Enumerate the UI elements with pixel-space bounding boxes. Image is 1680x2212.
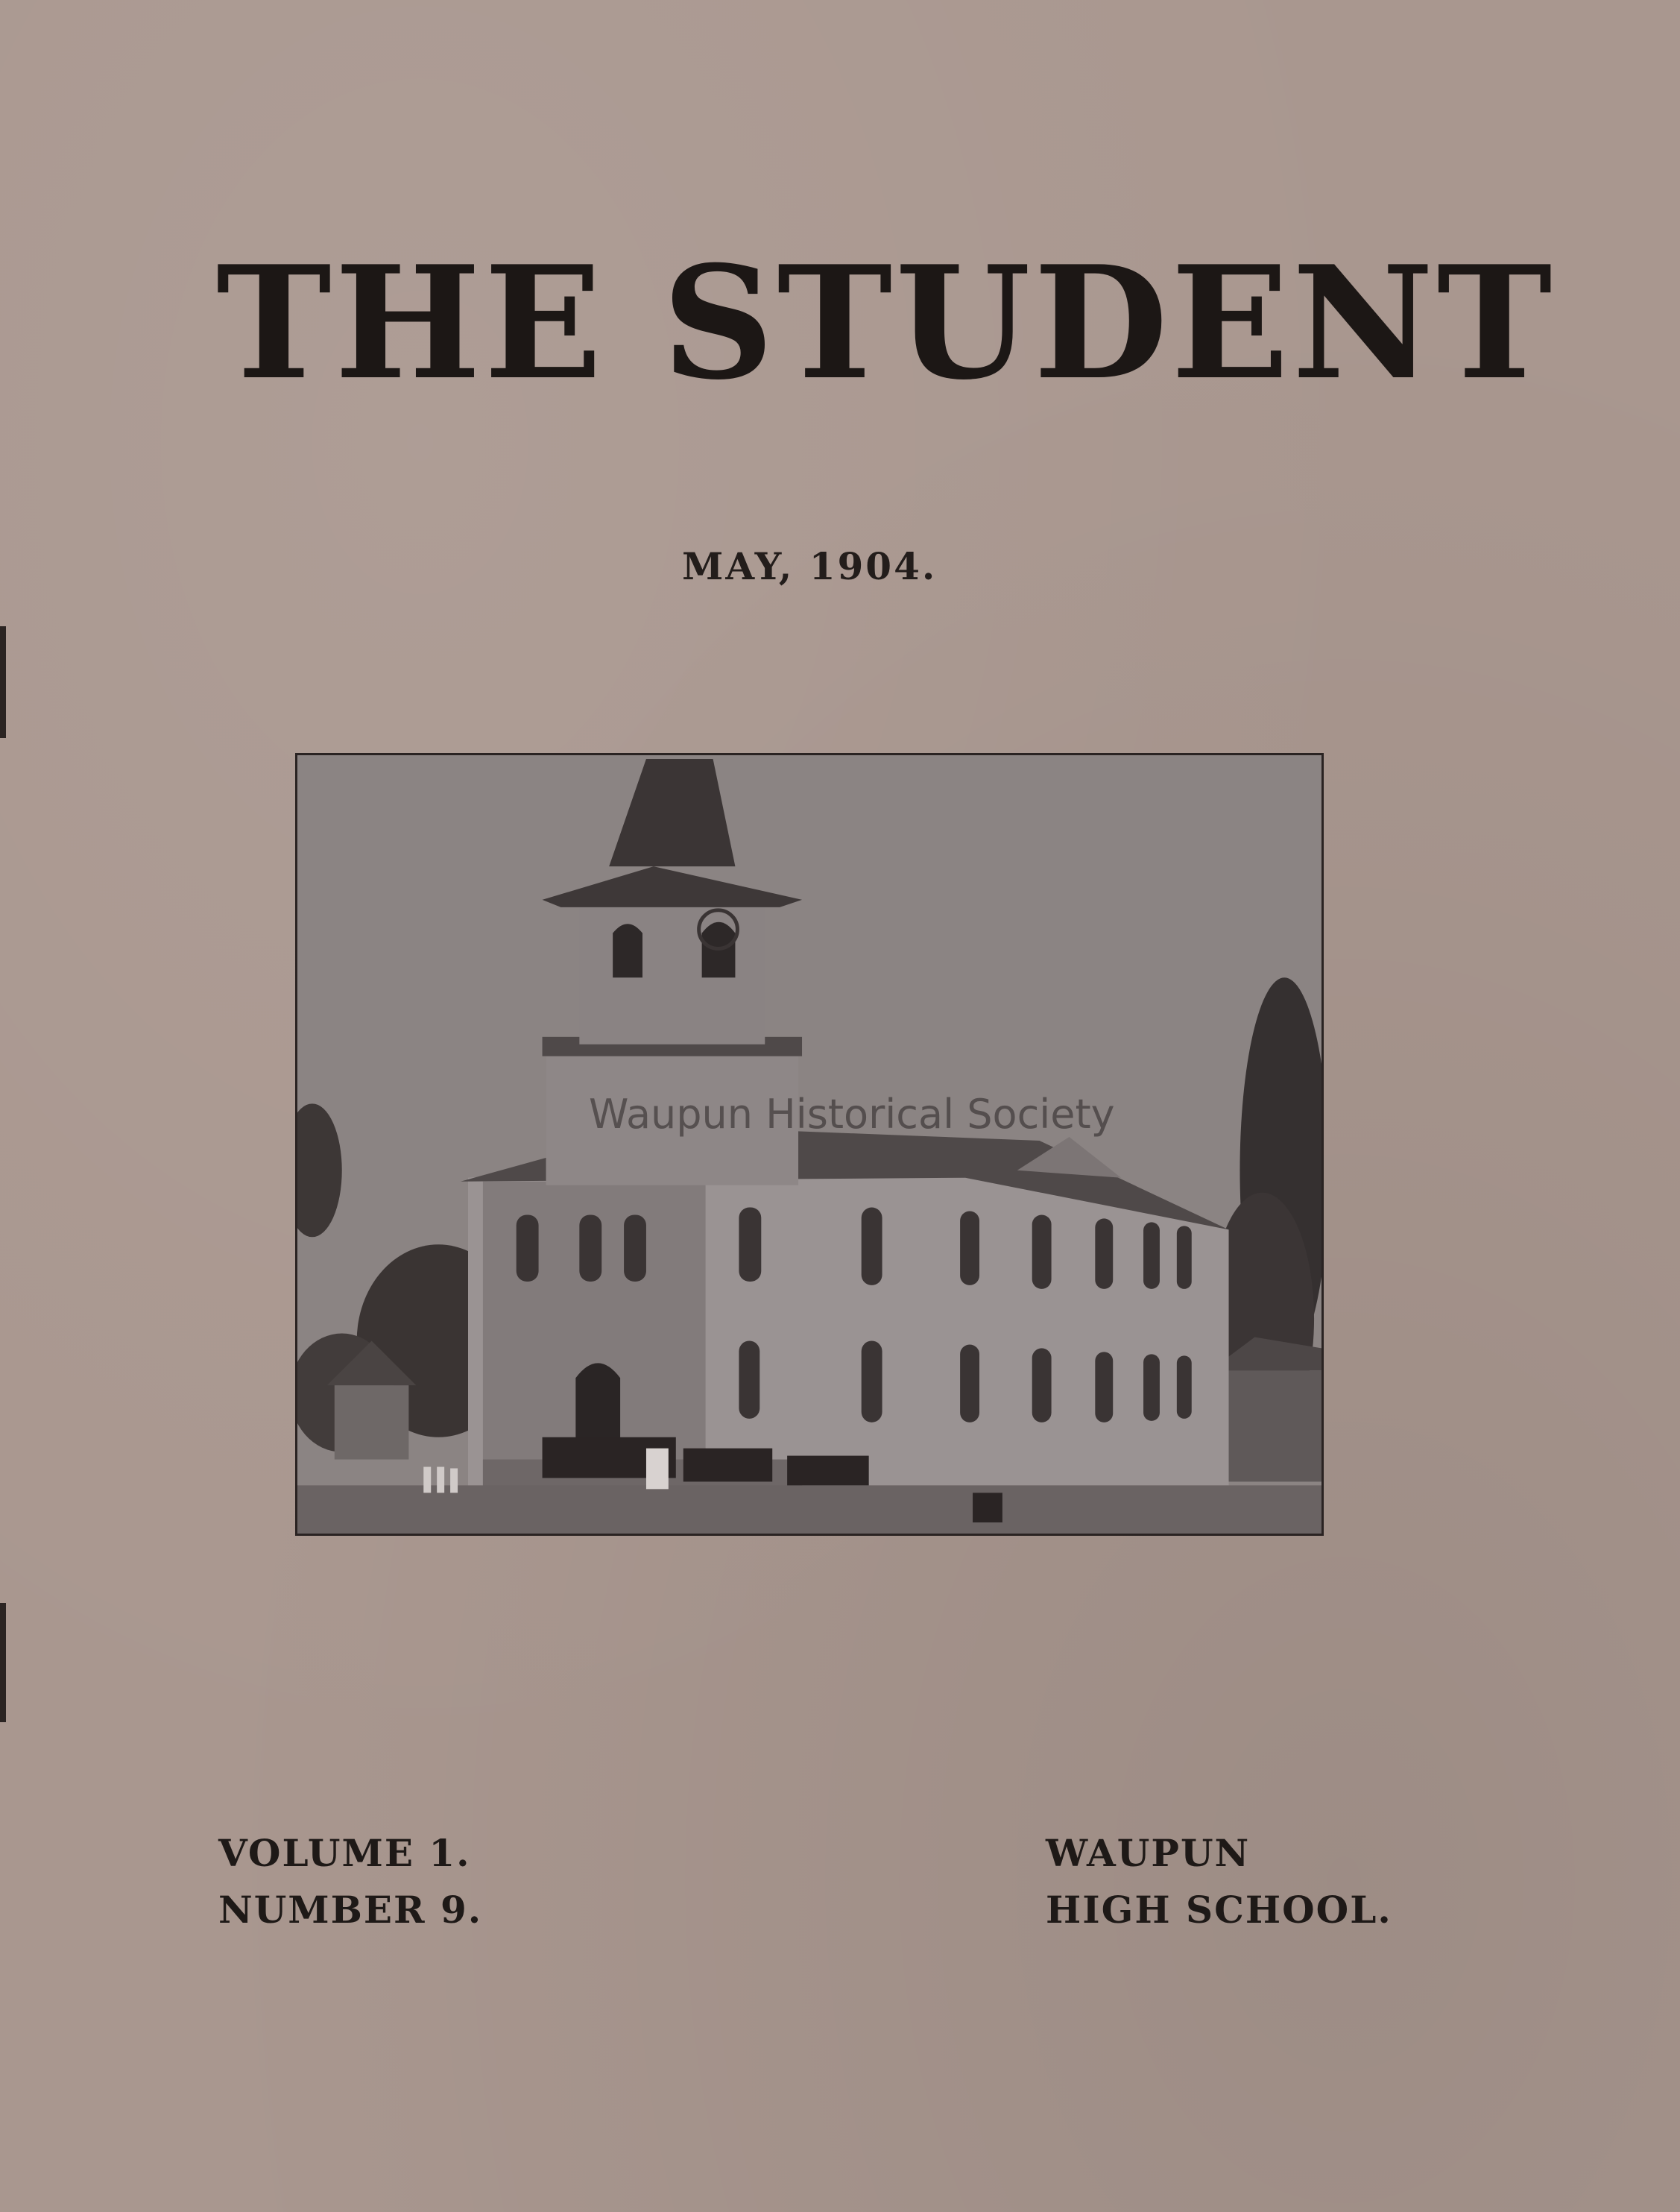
- school-name-line1: WAUPUN: [1046, 1831, 1251, 1875]
- binding-mark: [0, 626, 6, 738]
- issue-date: MAY, 1904.: [682, 544, 938, 588]
- school-building-illustration: [297, 755, 1321, 1534]
- binding-mark: [0, 1603, 6, 1722]
- school-name-line2: HIGH SCHOOL.: [1046, 1888, 1392, 1932]
- magazine-title: THE STUDENT: [216, 233, 1556, 415]
- number-label: NUMBER 9.: [218, 1888, 483, 1932]
- issue-info: [218, 1825, 482, 1938]
- volume-label: VOLUME 1.: [218, 1831, 471, 1875]
- watermark: Waupun Historical Society: [589, 1091, 1115, 1138]
- school-building-photo: [295, 753, 1324, 1536]
- school-info: [1046, 1825, 1392, 1938]
